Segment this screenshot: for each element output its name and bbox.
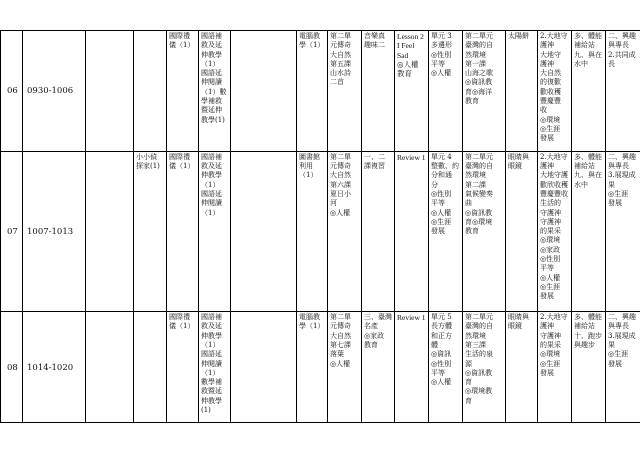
schedule-cell: 2.大地守 護神 大地守 護神 大自然 的復歡 歡收穫 豐慶豐 收 ◎環境 ◎生涯 發展: [538, 31, 572, 152]
schedule-cell: 國際禮 儀（1）: [167, 31, 199, 152]
schedule-cell: 音樂真 趣味二: [362, 31, 395, 152]
schedule-cell: 2.大地守 護神 大地守護 歡欣收穫 豐慶豐收 生活的 守護神 守護神 的果采 ◎環境 ◎家政 ◎性別 平等 ◎人權 ◎生涯 發展: [538, 151, 572, 311]
schedule-cell: [134, 312, 167, 423]
empty-cell: [86, 312, 134, 423]
schedule-cell: 國語補 救及延 伸教學 （1） 國語延 伸閱讀 （1）數 學補救 暨延伸 教學(1): [199, 31, 231, 152]
week-number: 06: [1, 31, 23, 152]
schedule-cell: 一、二 課複習: [362, 151, 395, 311]
schedule-cell: 國際禮 儀（1）: [167, 151, 199, 311]
schedule-cell: 圖書館 利用（1）: [297, 151, 328, 311]
schedule-cell: 單元 4 整數、約 分和通 分 ◎性別 平等 ◎人權 ◎生涯 發展: [429, 151, 463, 311]
empty-cell: [86, 151, 134, 311]
schedule-cell: Lesson 2 I Feel Sad ◎人權 教育: [395, 31, 429, 152]
schedule-table: [0, 30, 640, 423]
week-number: 07: [1, 151, 23, 311]
schedule-cell: 電腦教 學（1）: [297, 312, 328, 423]
date-range: 1014-1020: [23, 312, 86, 423]
schedule-cell: 第二單 元傳奇 大自然 第六課 夏日小 河 ◎人權: [328, 151, 362, 311]
date-range: 0930-1006: [23, 31, 86, 152]
empty-cell: [231, 31, 297, 152]
week-number: 08: [1, 312, 23, 423]
schedule-cell: 電腦教 學（1）: [297, 31, 328, 152]
schedule-cell: 小小偵 探家(1): [134, 151, 167, 311]
schedule-cell: Review 1: [395, 151, 429, 311]
schedule-cell: 多、體能 補給站 九、與在 水中: [572, 31, 606, 152]
schedule-cell: 多、體能 補給站 十、跑步 與趣步: [572, 312, 606, 423]
schedule-cell: 多、體能 補給站 九、與在 水中: [572, 151, 606, 311]
schedule-cell: 國語補 救及延 伸教學 （1） 國語延 伸閱讀 （1） 數學補 救暨延 伸教學 (1): [199, 312, 231, 423]
schedule-cell: 2.大地守 護神 守護神 的果采 ◎環境 ◎生涯 發展: [538, 312, 572, 423]
schedule-cell: 單元 3 多邊形 ◎性別 平等 ◎人權: [429, 31, 463, 152]
schedule-cell: [134, 31, 167, 152]
empty-cell: [231, 151, 297, 311]
schedule-cell: 二、興趣 與專長 3.展現成 果 ◎生涯 發展: [606, 151, 640, 311]
schedule-cell: 太陽餅: [506, 31, 538, 152]
schedule-cell: 單元 5 長方體 和正方 體 ◎資訊 ◎性別 平等 ◎人權: [429, 312, 463, 423]
schedule-cell: 三、臺灣 名產 ◎家政 教育: [362, 312, 395, 423]
empty-cell: [231, 312, 297, 423]
schedule-cell: Review 1: [395, 312, 429, 423]
schedule-cell: 第二單元 臺灣的自 然環境 第三課 生活的泉 源 ◎資訊教 育 ◎環境教 育: [463, 312, 506, 423]
schedule-cell: 二、興趣 與專長 3.展現成 果 ◎生涯 發展: [606, 312, 640, 423]
schedule-cell: 二、興趣 與專長 2.共同成 長: [606, 31, 640, 152]
schedule-cell: 第二單元 臺灣的自 然環境 第二課 氣候變奏 曲 ◎資訊教 育◎環境 教育: [463, 151, 506, 311]
date-range: 1007-1013: [23, 151, 86, 311]
schedule-cell: 眼睛與 眼鏡: [506, 312, 538, 423]
schedule-cell: 第二單 元傳奇 大自然 第五課 山水詩 二首: [328, 31, 362, 152]
table-row: [1, 151, 640, 311]
table-row: [1, 312, 640, 423]
schedule-cell: 第二單 元傳奇 大自然 第七課 落葉 ◎人權: [328, 312, 362, 423]
schedule-cell: 第二單元 臺灣的自 然環境 第一課 山海之歌 ◎資訊教 育◎海洋 教育: [463, 31, 506, 152]
schedule-cell: 國際禮 儀（1）: [167, 312, 199, 423]
schedule-cell: 國語補 救及延 伸教學 （1） 國語延 伸閱讀 （1）: [199, 151, 231, 311]
schedule-cell: 眼睛與 眼鏡: [506, 151, 538, 311]
empty-cell: [86, 31, 134, 152]
table-row: [1, 31, 640, 152]
